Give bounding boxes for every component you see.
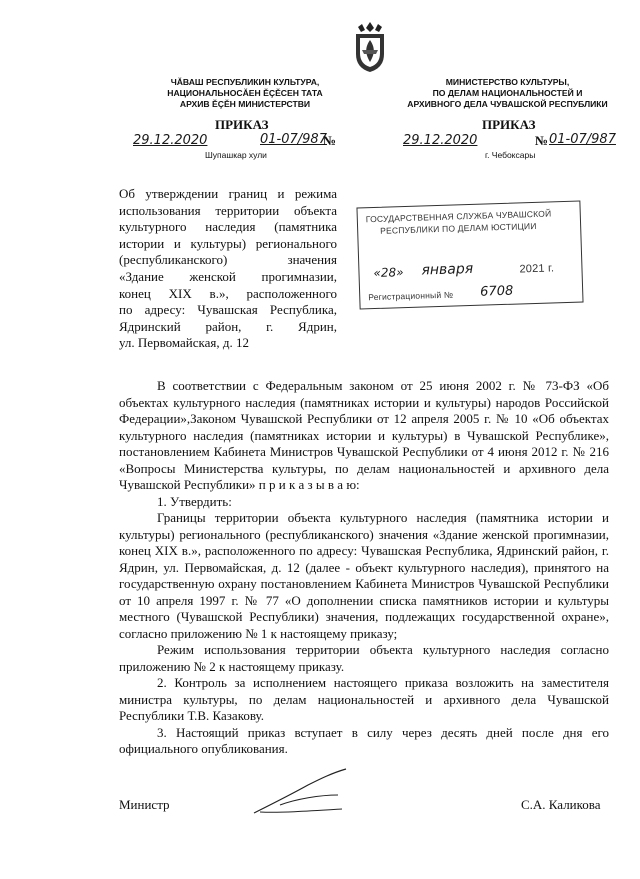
stamp-line: РЕСПУБЛИКИ ПО ДЕЛАМ ЮСТИЦИИ [380, 220, 537, 236]
right-prikaz-title: ПРИКАЗ [482, 117, 536, 132]
right-number-sign: № [535, 133, 549, 148]
subject-line: истории и культуры) регионального [119, 235, 337, 251]
signature-name: С.А. Каликова [521, 797, 601, 812]
subject-line: «Здание женской прогимназии, [119, 268, 337, 284]
subject-line: по адресу: Чувашская Республика, [119, 302, 337, 318]
left-header [130, 77, 360, 110]
right-city: г. Чебоксары [485, 150, 536, 160]
subject-line: конец XIX в.», расположенного [119, 285, 337, 301]
right-header [395, 77, 620, 110]
order-subject [119, 186, 337, 352]
item-2: 2. Контроль за исполнением настоящего приказа возложить на заместителя министра культуры, по делам национальностей и архивного дела Чувашской Республики Т.В. Казакову. [119, 675, 609, 723]
signature-position: Министр [119, 797, 170, 812]
subject-line: ул. Первомайская, д. 12 [119, 335, 249, 351]
item-1: 1. Утвердить: [157, 493, 232, 509]
left-header-line: ЧĂВАШ РЕСПУБЛИКИН КУЛЬТУРА, [170, 77, 320, 87]
right-order-date: 29.12.2020 [403, 133, 478, 148]
subject-line: Об утверждении границ и режима [119, 186, 337, 201]
right-order-number: 01-07/987 [549, 132, 616, 147]
right-header-line: МИНИСТЕРСТВО КУЛЬТУРЫ, [445, 77, 570, 87]
left-order-number: 01-07/987 [260, 132, 327, 147]
intro-paragraph: В соответствии с Федеральным законом от 25 июня 2002 г. № 73-ФЗ «Об объектах культурного наследия (памятниках истории и культуры) народов Российской Федерации»,Законом Чувашской Республики от 12 апреля 2005 г. № 10 «Об объектах культурного наследия (памятниках истории и культуры) в Чувашской Республике», постановлением Кабинета Министров Чувашской Республики от 4 июня 2012 г. № 216 «Вопросы Министерства культуры, по делам национальностей и архивного дела Чувашской Республики» п р и к а з ы в а ю: [119, 378, 609, 492]
registration-stamp [356, 201, 583, 310]
item-3: 3. Настоящий приказ вступает в силу через десять дней после дня его официального опубликования. [119, 724, 609, 756]
chuvash-emblem-icon [350, 20, 390, 74]
subject-line: использования территории объекта [119, 202, 337, 218]
left-header-line: АРХИВ ĔÇĔН МИНИСТЕРСТВИ [179, 99, 311, 109]
stamp-line: ГОСУДАРСТВЕННАЯ СЛУЖБА ЧУВАШСКОЙ [365, 208, 552, 225]
handwritten-signature [250, 765, 360, 820]
stamp-reg-label: Регистрационный № [368, 289, 454, 303]
order-body [119, 378, 609, 758]
subject-line: культурного наследия (памятника [119, 219, 337, 235]
stamp-month: января [421, 260, 474, 279]
stamp-year: 2021 г. [519, 262, 555, 276]
right-header-line: ПО ДЕЛАМ НАЦИОНАЛЬНОСТЕЙ И [432, 88, 583, 98]
left-prikaz-title: ПРИКАЗ [215, 117, 269, 132]
stamp-day: «28» [373, 265, 404, 281]
left-number-sign: № [323, 133, 337, 148]
stamp-reg-number: 6708 [479, 283, 514, 300]
item-1b: Режим использования территории объекта культурного наследия согласно приложению № 2 к настоящему приказу. [119, 642, 609, 674]
left-order-date: 29.12.2020 [133, 133, 208, 148]
subject-line: Ядринский район, г. Ядрин, [119, 318, 337, 334]
right-header-line: АРХИВНОГО ДЕЛА ЧУВАШСКОЙ РЕСПУБЛИКИ [407, 99, 608, 109]
left-header-line: НАЦИОНАЛЬНОСĂЕН ĔÇĔСЕН ТАТА [167, 88, 323, 98]
item-1a: Границы территории объекта культурного наследия (памятника истории и культуры) регионального (республиканского) значения «Здание женской прогимназии, конец XIX в.», расположенного по адресу: Чувашская Республика, Ядринский район, г. Ядрин, ул. Первомайская, д. 12 (далее - объект культурного наследия), принятого на государственную охрану постановлением Кабинета Министров Чувашской Республики от 10 апреля 1997 г. № 77 «О дополнении списка памятников истории и культуры местного (Чувашской Республики) значения, подлежащих государственной охране», согласно приложению № 1 к настоящему приказу; [119, 510, 609, 641]
subject-line: (республиканского) значения [119, 252, 337, 268]
left-city: Шупашкар хули [205, 150, 267, 160]
